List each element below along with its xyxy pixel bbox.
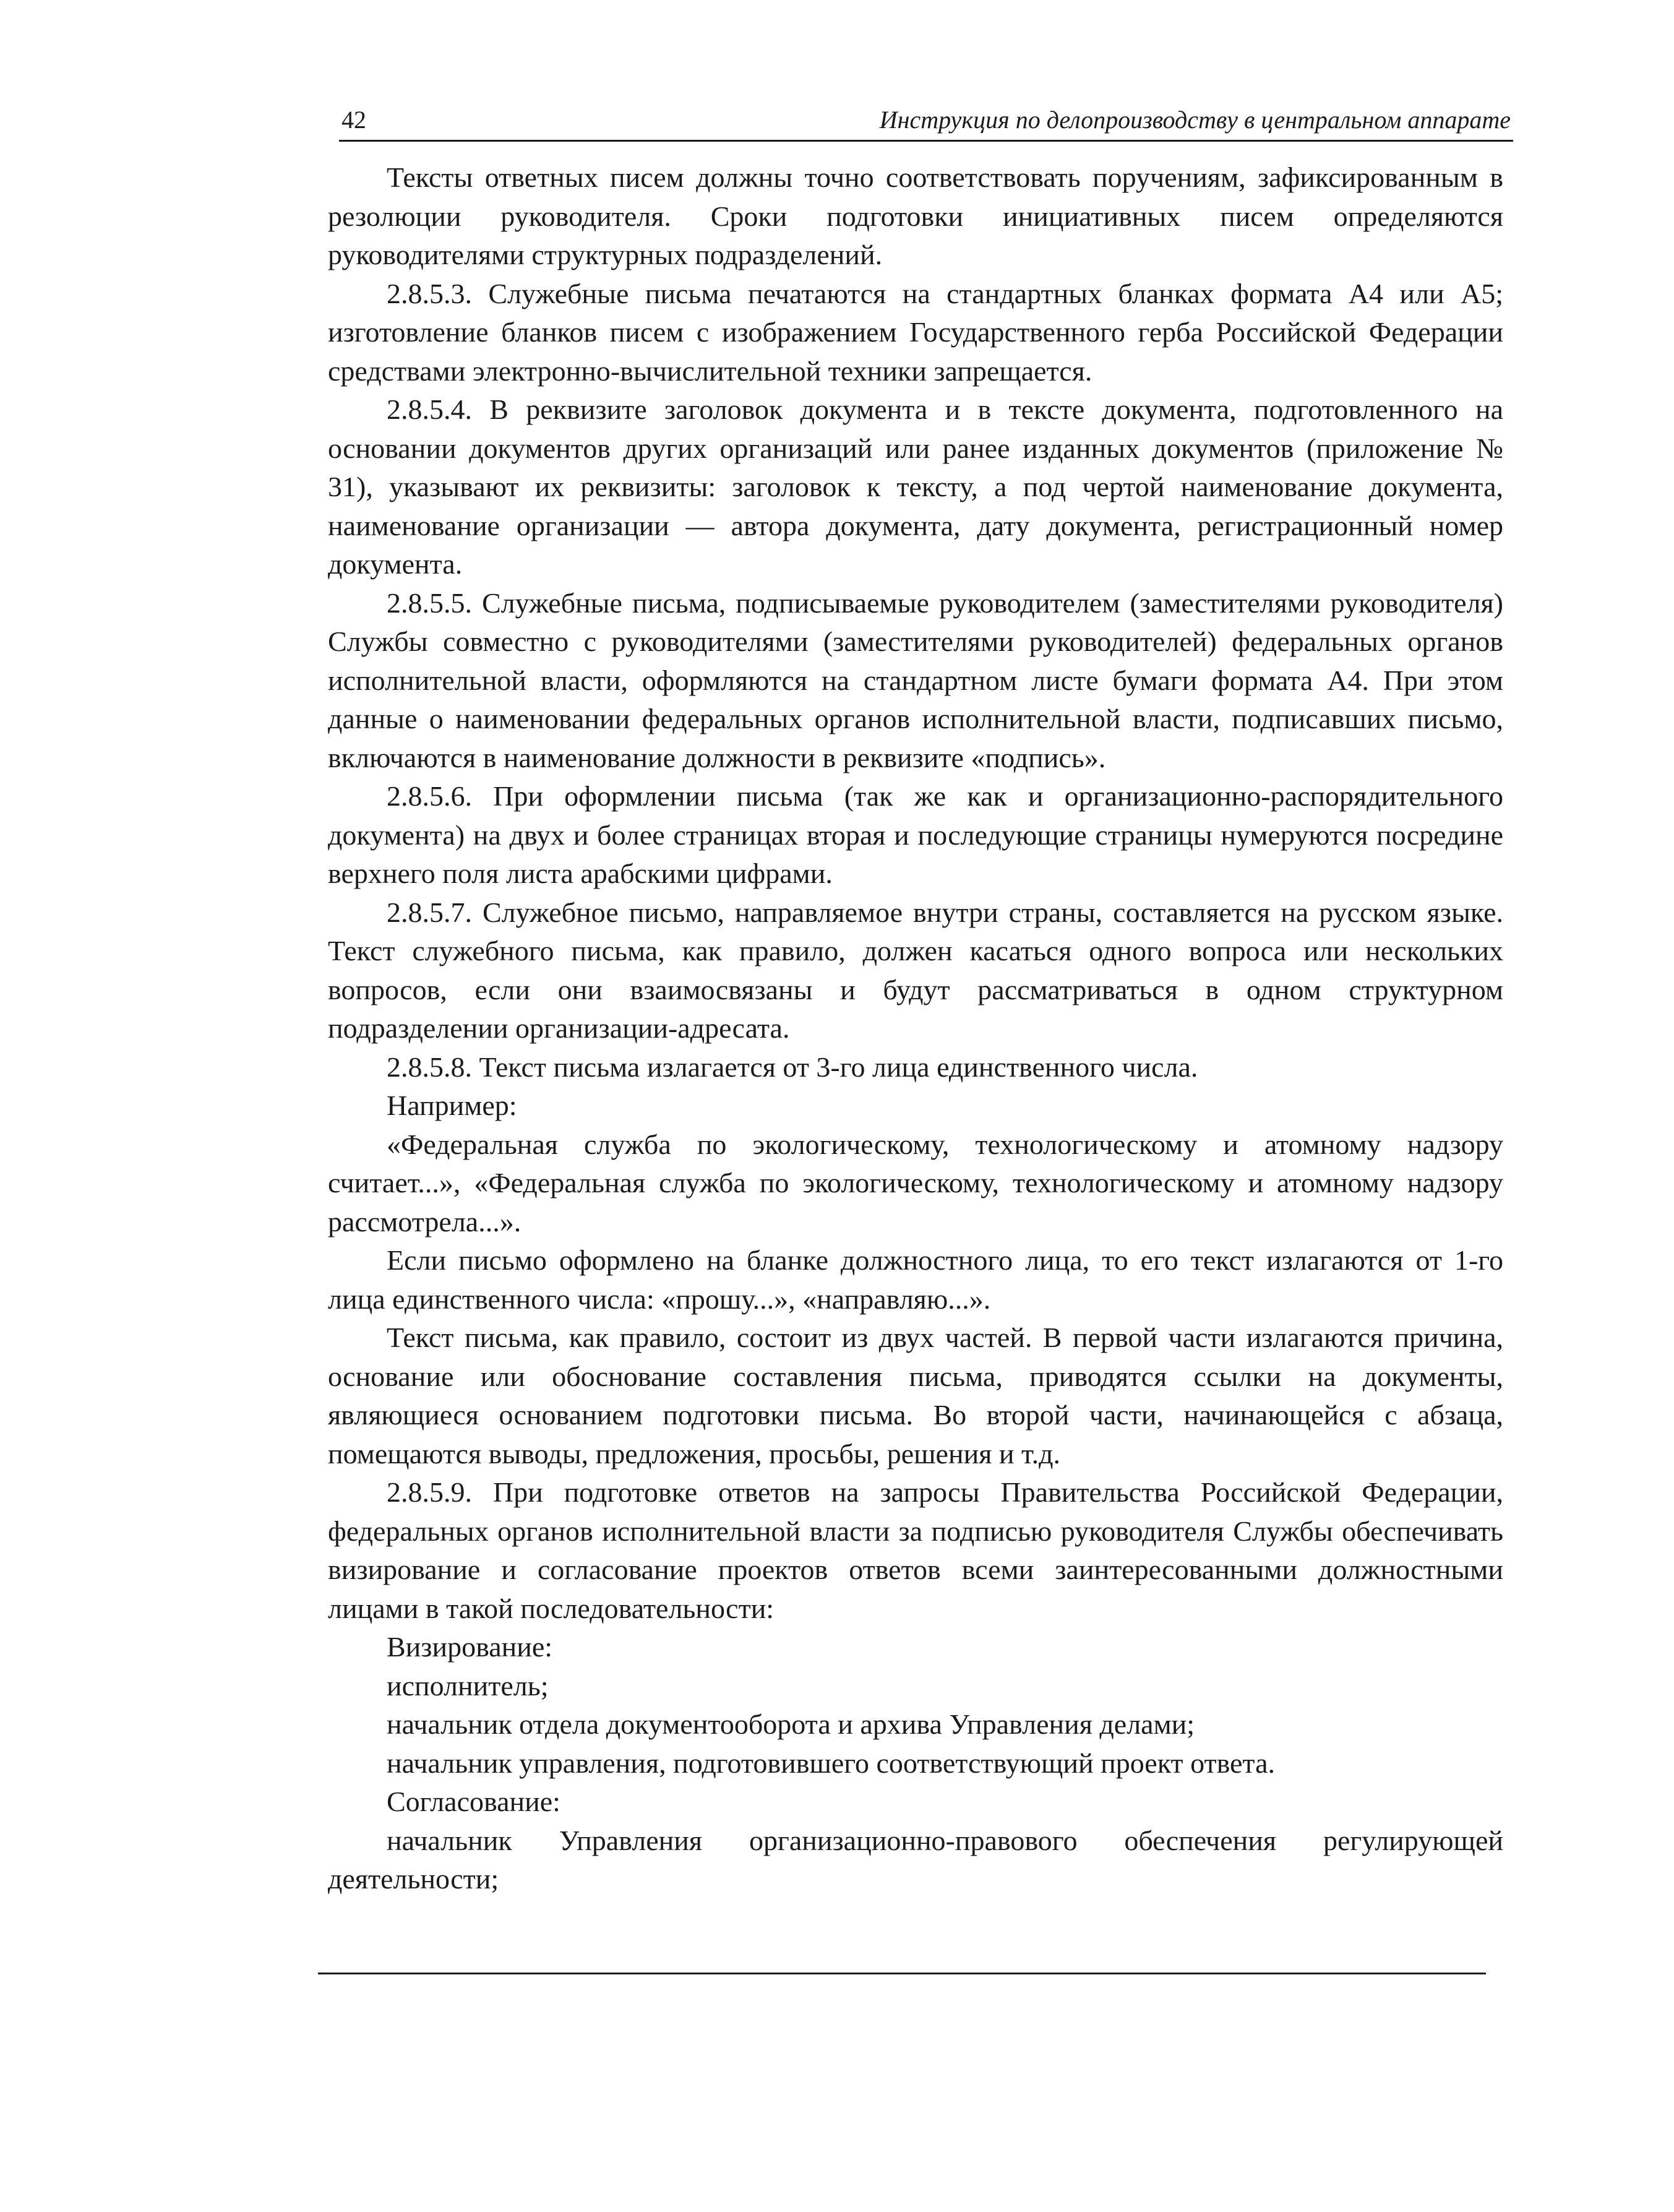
list-item: начальник управления, подготовившего соответствующий проект ответа. [387, 1747, 1276, 1779]
list-item: исполнитель; [387, 1669, 549, 1702]
paragraph-2-8-5-9: 2.8.5.9. При подготовке ответов на запросы Правительства Российской Федерации, федеральных органов исполнительной власти за подписью руководителя Службы обеспечивать визирование и согласование проектов ответов всеми заинтересованными должностными лицами в такой последовательности: [328, 1476, 1503, 1624]
paragraph-2-8-5-7: 2.8.5.7. Служебное письмо, направляемое внутри страны, составляется на русском языке. Текст служебного письма, как правило, должен касаться одного вопроса или нескольких вопросов, если они взаимосвязаны и будут рассматриваться в одном структурном подразделении организации-адресата. [328, 896, 1503, 1044]
list-item: начальник Управления организационно-правового обеспечения регулирующей деятельности; [328, 1824, 1503, 1895]
paragraph-2-8-5-3: 2.8.5.3. Служебные письма печатаются на стандартных бланках формата А4 или А5; изготовление бланков писем с изображением Государственного герба Российской Федерации средствами электронно-вычислительной техники запрещается. [328, 277, 1503, 387]
paragraph-2-8-5-6: 2.8.5.6. При оформлении письма (так же как и организационно-распорядительного документа) на двух и более страницах вторая и последующие страницы нумеруются посредине верхнего поля листа арабскими цифрами. [328, 780, 1503, 889]
footer-divider [318, 1973, 1486, 1974]
paragraph-2-8-5-8: 2.8.5.8. Текст письма излагается от 3-го лица единственного числа. [387, 1051, 1198, 1083]
list-heading-soglasovanie: Согласование: [387, 1786, 560, 1817]
list-item: начальник отдела документооборота и архива Управления делами; [387, 1708, 1195, 1740]
paragraph-2-8-5-5: 2.8.5.5. Служебные письма, подписываемые руководителем (заместителями руководителя) Службы совместно с руководителями (заместителями руководителей) федеральных органов исполнительной власти, оформляются на стандартном листе бумаги формата А4. При этом данные о наименовании федеральных органов исполнительной власти, подписавших письмо, включаются в наименование должности в реквизите «подпись». [328, 587, 1503, 773]
paragraph-letter-structure: Текст письма, как правило, состоит из двух частей. В первой части излагаются причина, основание или обоснование составления письма, приводятся ссылки на документы, являющиеся основанием подготовки письма. Во второй части, начинающейся с абзаца, помещаются выводы, предложения, просьбы, решения и т.д. [328, 1322, 1503, 1470]
paragraph-2-8-5-4: 2.8.5.4. В реквизите заголовок документа и в тексте документа, подготовленного на основании документов других организаций или ранее изданных документов (приложение № 31), указывают их реквизиты: заголовок к тексту, а под чертой наименование документа, наименование организации — автора документа, дату документа, регистрационный номер документа. [328, 394, 1503, 580]
list-heading-vizirovanie: Визирование: [387, 1631, 553, 1663]
paragraph-example-quote: «Федеральная служба по экологическому, технологическому и атомному надзору считает...», «Федеральная служба по экологическому, технологическому и атомному надзору рассмотрела...». [328, 1128, 1503, 1237]
page-number: 42 [341, 106, 366, 134]
paragraph-intro: Тексты ответных писем должны точно соответствовать поручениям, зафиксированным в резолюции руководителя. Сроки подготовки инициативных писем определяются руководителями структурных подразделений. [328, 161, 1503, 270]
paragraph-example-label: Например: [387, 1090, 517, 1121]
body-text [328, 158, 1503, 1899]
paragraph-first-person: Если письмо оформлено на бланке должностного лица, то его текст излагаются от 1-го лица единственного числа: «прошу...», «направляю...». [328, 1244, 1503, 1315]
running-header [339, 101, 1513, 142]
running-title: Инструкция по делопроизводству в центральном аппарате [879, 106, 1511, 134]
